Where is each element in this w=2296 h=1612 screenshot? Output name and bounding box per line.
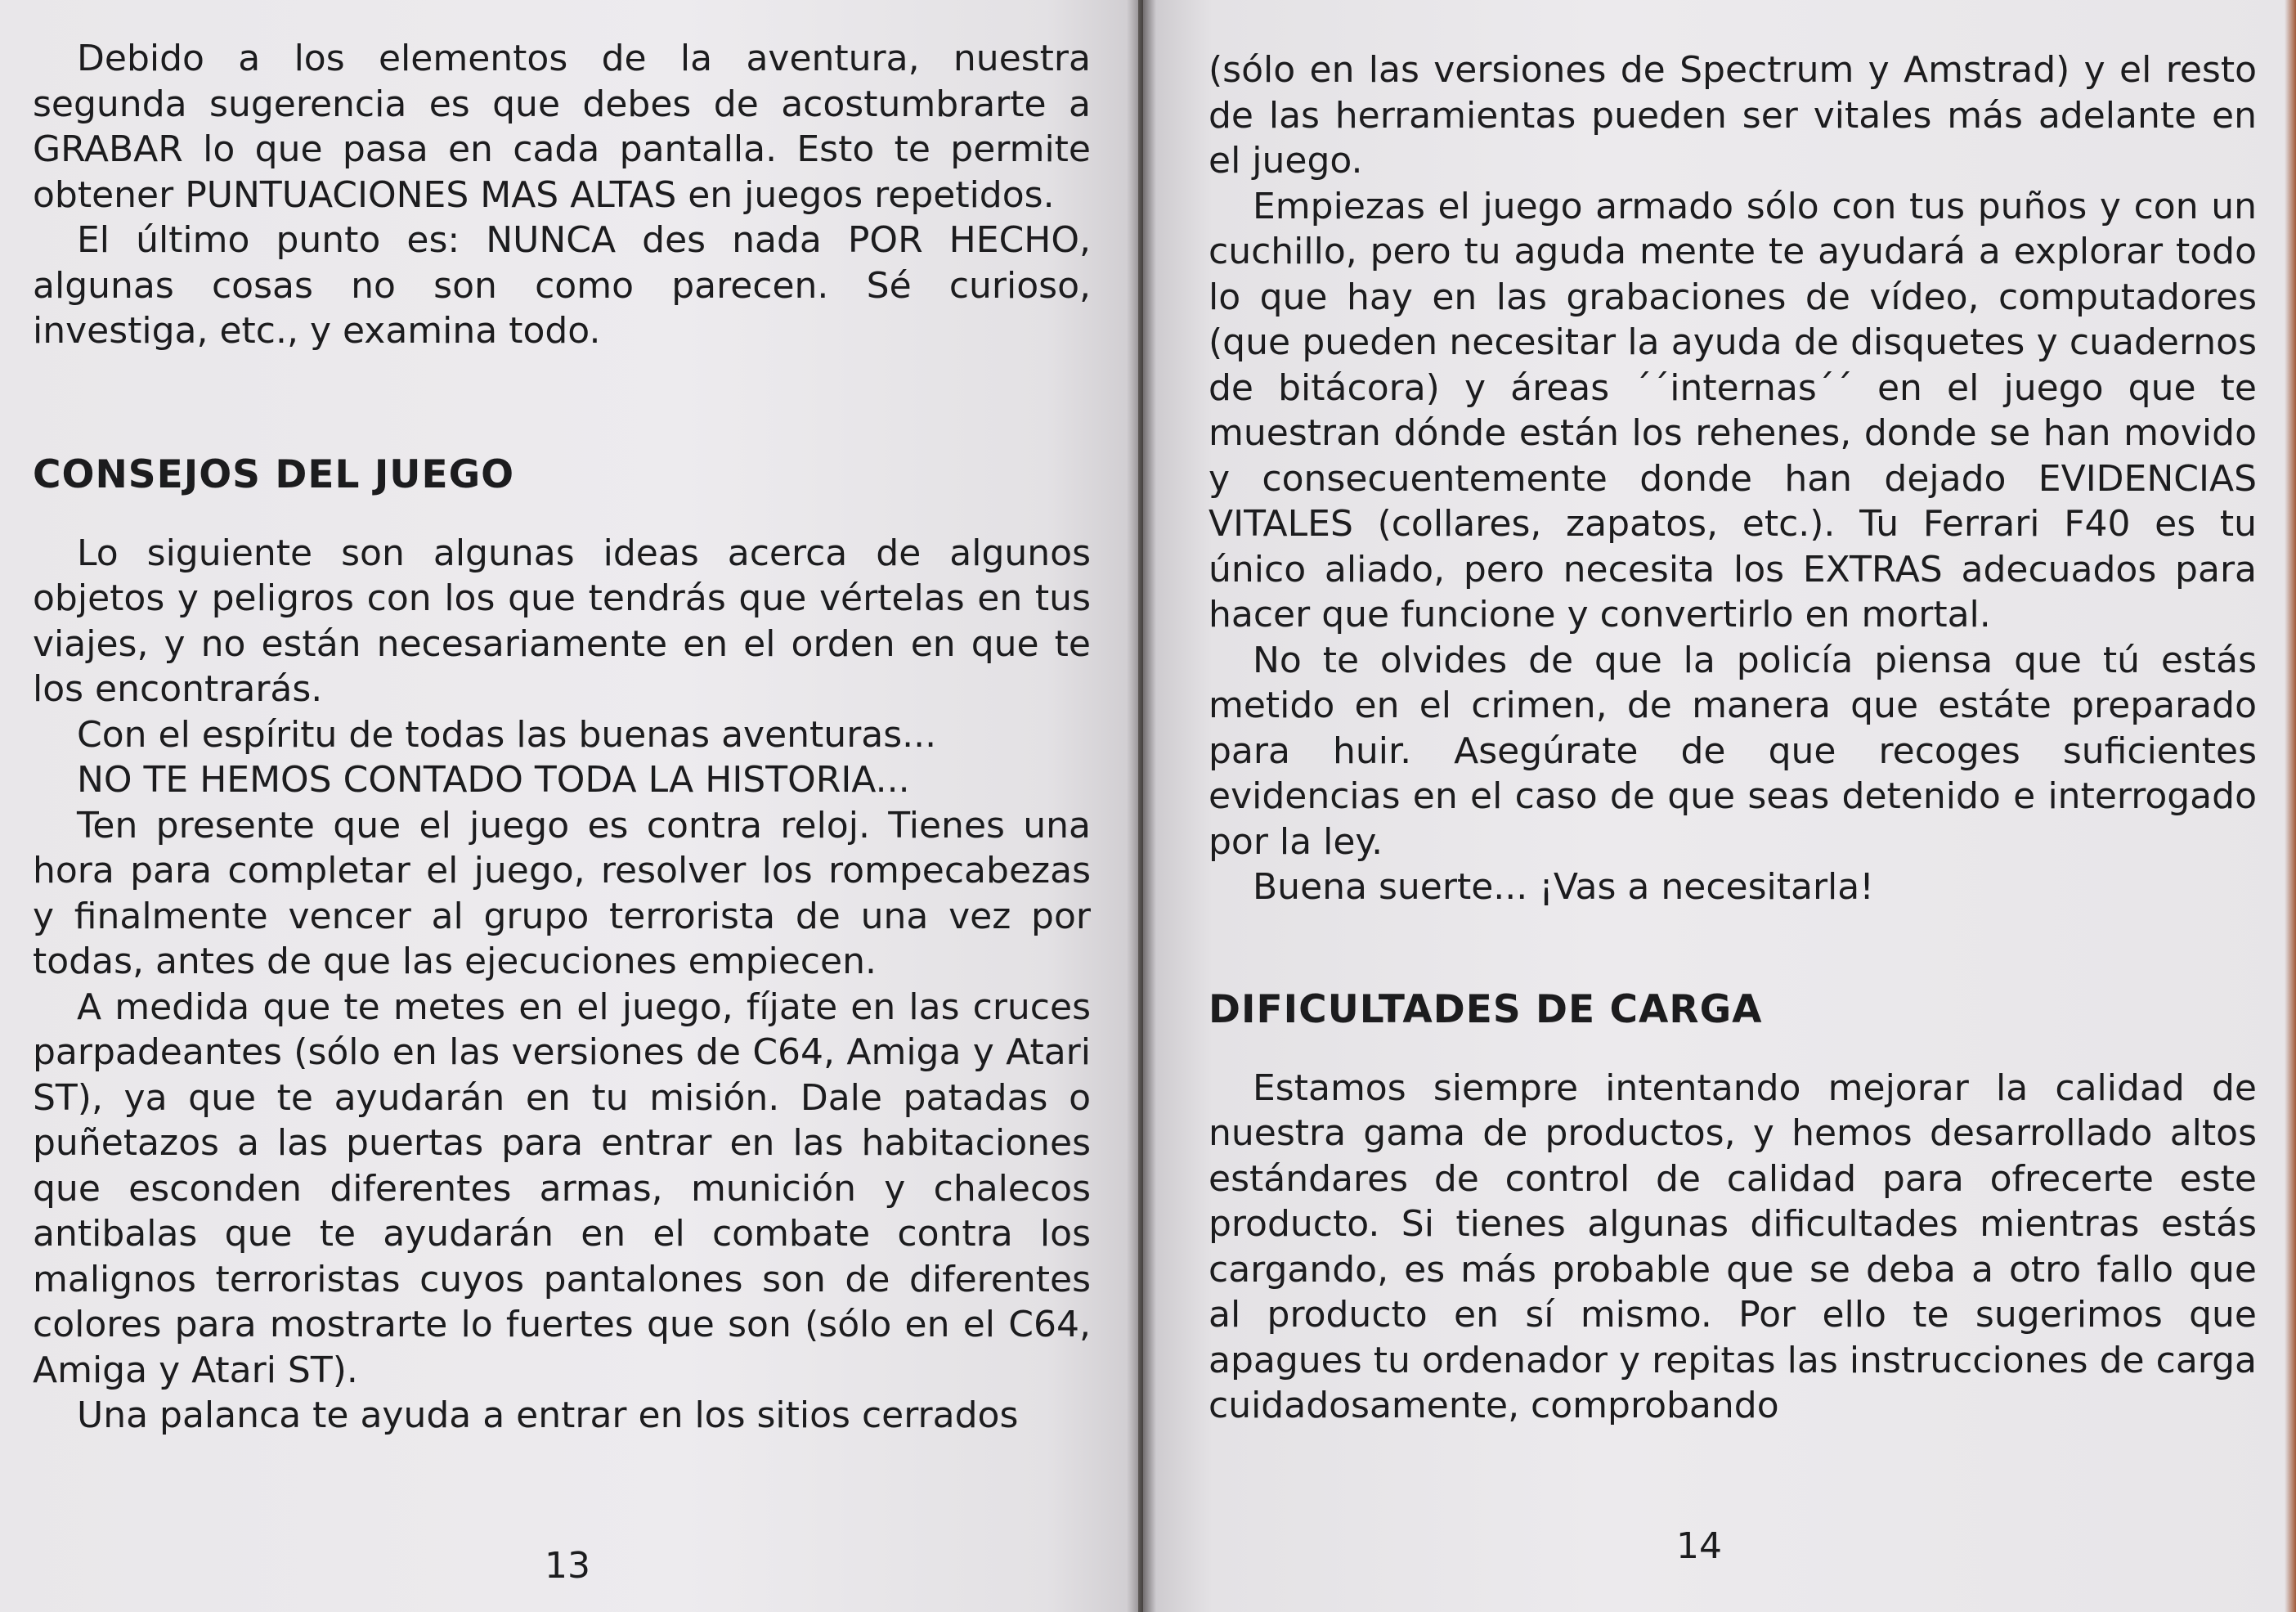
right-paragraph-1: (sólo en las versiones de Spectrum y Amstrad) y el resto de las herramientas pueden ser vitales más adelante en el juego. [1209, 49, 2257, 182]
left-page [0, 0, 1138, 1612]
page-number-13: 13 [545, 1545, 590, 1587]
left-paragraph-6: Ten presente que el juego es contra reloj. Tienes una hora para completar el juego, resolver los rompecabezas y finalmente vencer al grupo terrorista de una vez por todas, antes de que las ejecuciones empiecen. [33, 804, 1091, 982]
right-paragraph-2: Empiezas el juego armado sólo con tus puños y con un cuchillo, pero tu aguda mente te ayudará a explorar todo lo que hay en las grabaciones de vídeo, computadores (que pueden necesitar la ayuda de disquetes y cuadernos de bitácora) y áreas ´´internas´´ en el juego que te muestran dónde están los rehenes, donde se han movido y consecuentemente donde han dejado EVIDENCIAS VITALES (collares, zapatos, etc.). Tu Ferrari F40 es tu único aliado, pero necesita los EXTRAS adecuados para hacer que funcione y convertirlo en mortal. [1209, 185, 2257, 635]
page-number-14: 14 [1676, 1525, 1722, 1567]
page-edge [2285, 0, 2296, 1612]
left-paragraph-5: NO TE HEMOS CONTADO TODA LA HISTORIA... [77, 759, 910, 801]
heading-consejos: CONSEJOS DEL JUEGO [33, 451, 515, 497]
left-paragraph-3: Lo siguiente son algunas ideas acerca de algunos objetos y peligros con los que tendrás que vértelas en tus viajes, y no están necesariamente en el orden en que te los encontrarás. [33, 532, 1091, 710]
left-paragraph-1: Debido a los elementos de la aventura, nuestra segunda sugerencia es que debes de acostumbrarte a GRABAR lo que pasa en cada pantalla. Esto te permite obtener PUNTUACIONES MAS ALTAS en juegos repetidos. [33, 38, 1091, 216]
left-paragraph-4: Con el espíritu de todas las buenas aventuras... [77, 713, 937, 756]
right-paragraph-4: Buena suerte... ¡Vas a necesitarla! [1253, 866, 1874, 908]
left-paragraph-8: Una palanca te ayuda a entrar en los sitios cerrados [77, 1394, 1019, 1436]
book-gutter [1127, 0, 1156, 1612]
right-paragraph-5: Estamos siempre intentando mejorar la calidad de nuestra gama de productos, y hemos desarrollado altos estándares de control de calidad para ofrecerte este producto. Si tienes algunas dificultades mientras estás cargando, es más probable que se deba a otro fallo que al producto en sí mismo. Por ello te sugerimos que apagues tu ordenador y repitas las instrucciones de carga cuidadosamente, comprobando [1209, 1066, 2257, 1426]
heading-dificultades: DIFICULTADES DE CARGA [1209, 986, 1763, 1032]
left-paragraph-2: El último punto es: NUNCA des nada POR HECHO, algunas cosas no son como parecen. Sé curioso, investiga, etc., y examina todo. [33, 219, 1091, 352]
right-paragraph-3: No te olvides de que la policía piensa que tú estás metido en el crimen, de manera que estáte preparado para huir. Asegúrate de que recoges suficientes evidencias en el caso de que seas detenido e interrogado por la ley. [1209, 639, 2257, 863]
left-paragraph-7: A medida que te metes en el juego, fíjate en las cruces parpadeantes (sólo en las versiones de C64, Amiga y Atari ST), ya que te ayudarán en tu misión. Dale patadas o puñetazos a las puertas para entrar en las habitaciones que esconden diferentes armas, munición y chalecos antibalas que te ayudarán en el combate contra los malignos terroristas cuyos pantalones son de diferentes colores para mostrarte lo fuertes que son (sólo en el C64, Amiga y Atari ST). [33, 986, 1091, 1391]
right-page [1143, 0, 2296, 1612]
